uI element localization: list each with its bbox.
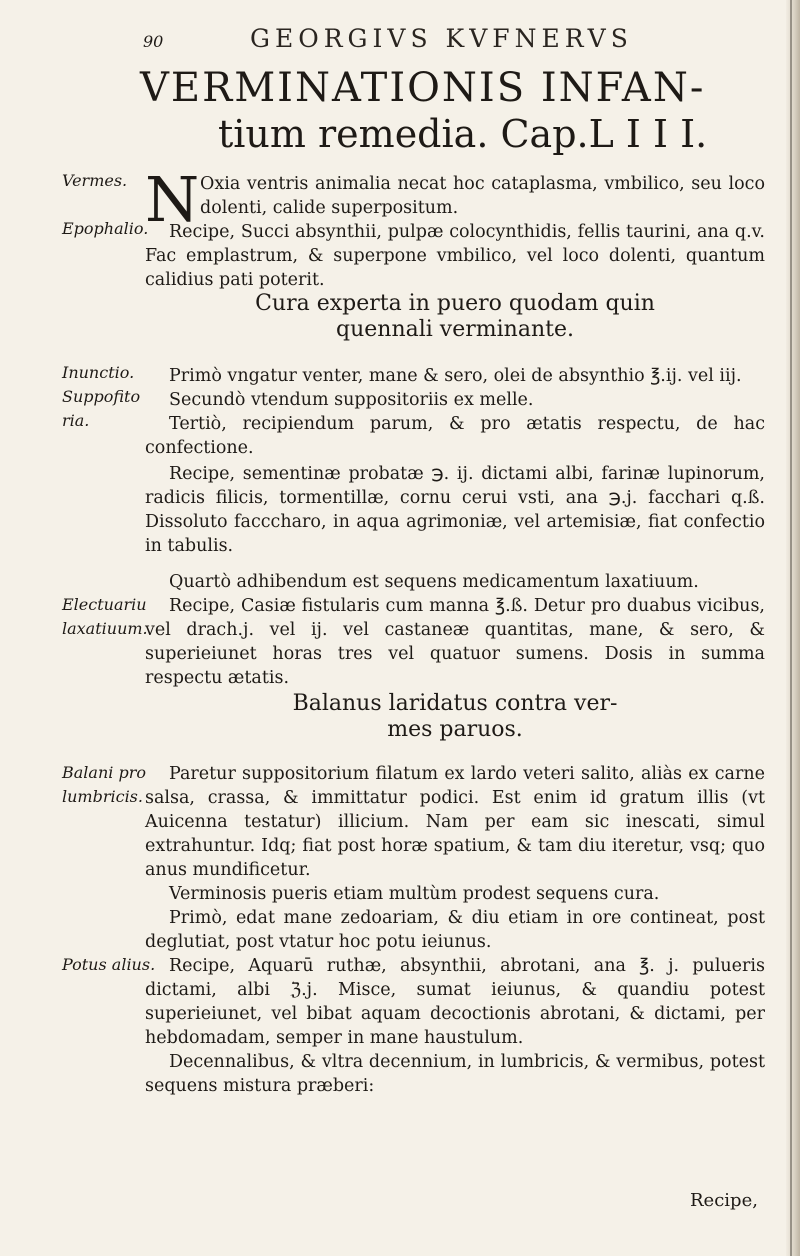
- paragraph-2: Recipe, Succi absynthii, pulpæ colocynthidis, fellis taurini, ana q.v. Fac emplastrum, & superpone vmbilico, vel loco dolenti, quantum calidius pati poterit.: [145, 222, 765, 290]
- paragraph-3: Primò vngatur venter, mane & sero, olei de absynthio ℥.ij. vel iij.: [169, 366, 742, 386]
- paragraph-4: Secundò vtendum suppositoriis ex melle.: [169, 390, 534, 410]
- folio-number: 90: [143, 32, 164, 51]
- chapter-subtitle: tium remedia. Cap.L I I I.: [218, 112, 708, 156]
- paragraph-9: Paretur suppositorium filatum ex lardo veteri salito, aliàs ex carne salsa, crassa, & immittatur podici. Est enim id gratum illis (vt Auicenna testatur) illicium. Nam per eam sic inescati, simul extrahuntur. Idq; fiat post horæ spatium, & tam diu iteretur, vsq; quo anus mundificetur.: [145, 764, 765, 880]
- paragraph-5: Tertiò, recipiendum parum, & pro ætatis respectu, de hac confectione.: [145, 414, 765, 458]
- paragraph-8: Recipe, Casiæ fistularis cum manna ℥.ß. Detur pro duabus vicibus, vel drach.j. vel ij. vel castaneæ quantitas, mane, & sero, & superieiunet horas tres vel quatuor sumens. Dosis in summa respectu ætatis.: [145, 596, 765, 688]
- margin-note-vermes: Vermes.: [62, 171, 128, 190]
- margin-note-suppositoria-2: ria.: [62, 411, 90, 430]
- paragraph-13: Decennalibus, & vltra decennium, in lumbricis, & vermibus, potest sequens mistura præberi:: [145, 1052, 765, 1096]
- page-edge: [786, 0, 800, 1256]
- paragraph-7: Quartò adhibendum est sequens medicamentum laxatiuum.: [169, 572, 699, 592]
- running-title: GEORGIVS KVFNERVS: [250, 24, 633, 53]
- paragraph-12: Recipe, Aquarū ruthæ, absynthii, abrotani, ana ℥. j. pulueris dictami, albi ℨ.j. Misce, sumat ieiunus, & quandiu potest superieiunet, vel bibat aquam decoctionis abrotani, & dictami, per hebdomadam, semper in mane haustulum.: [145, 956, 765, 1048]
- paragraph-10: Verminosis pueris etiam multùm prodest sequens cura.: [169, 884, 660, 904]
- paragraph-11: Primò, edat mane zedoariam, & diu etiam in ore contineat, post deglutiat, post vtatur hoc potu ieiunus.: [145, 908, 765, 952]
- margin-note-balani: Balani pro: [62, 763, 146, 782]
- paragraph-1: Oxia ventris animalia necat hoc cataplasma, vmbilico, seu loco dolenti, calide superpositum.: [200, 174, 765, 218]
- chapter-title: VERMINATIONIS INFAN-: [140, 65, 706, 111]
- margin-note-potus: Potus alius.: [62, 955, 156, 974]
- margin-note-epophalio: Epophalio.: [62, 219, 149, 238]
- margin-note-suppositoria-1: Suppofito: [62, 387, 141, 406]
- margin-note-lumbricis: lumbricis.: [62, 787, 143, 806]
- margin-note-electuarium: Electuariu: [62, 595, 147, 614]
- catchword: Recipe,: [690, 1190, 758, 1211]
- section-heading-2-line1: Balanus laridatus contra ver-: [292, 691, 618, 716]
- section-heading-2-line2: mes paruos.: [387, 717, 523, 742]
- margin-note-laxatiuum: laxatiuum.: [62, 619, 148, 638]
- paragraph-6: Recipe, sementinæ probatæ ℈. ij. dictami albi, farinæ lupinorum, radicis filicis, tormentillæ, cornu cerui vsti, ana ℈.j. facchari q.ß. Dissoluto facccharo, in aqua agrimoniæ, vel artemisiæ, fiat confectio in tabulis.: [145, 464, 765, 556]
- margin-note-inunctio: Inunctio.: [62, 363, 135, 382]
- section-heading-1-line1: Cura experta in puero quodam quin: [255, 291, 655, 316]
- section-heading-1-line2: quennali verminante.: [336, 317, 574, 342]
- drop-cap: N: [145, 163, 200, 236]
